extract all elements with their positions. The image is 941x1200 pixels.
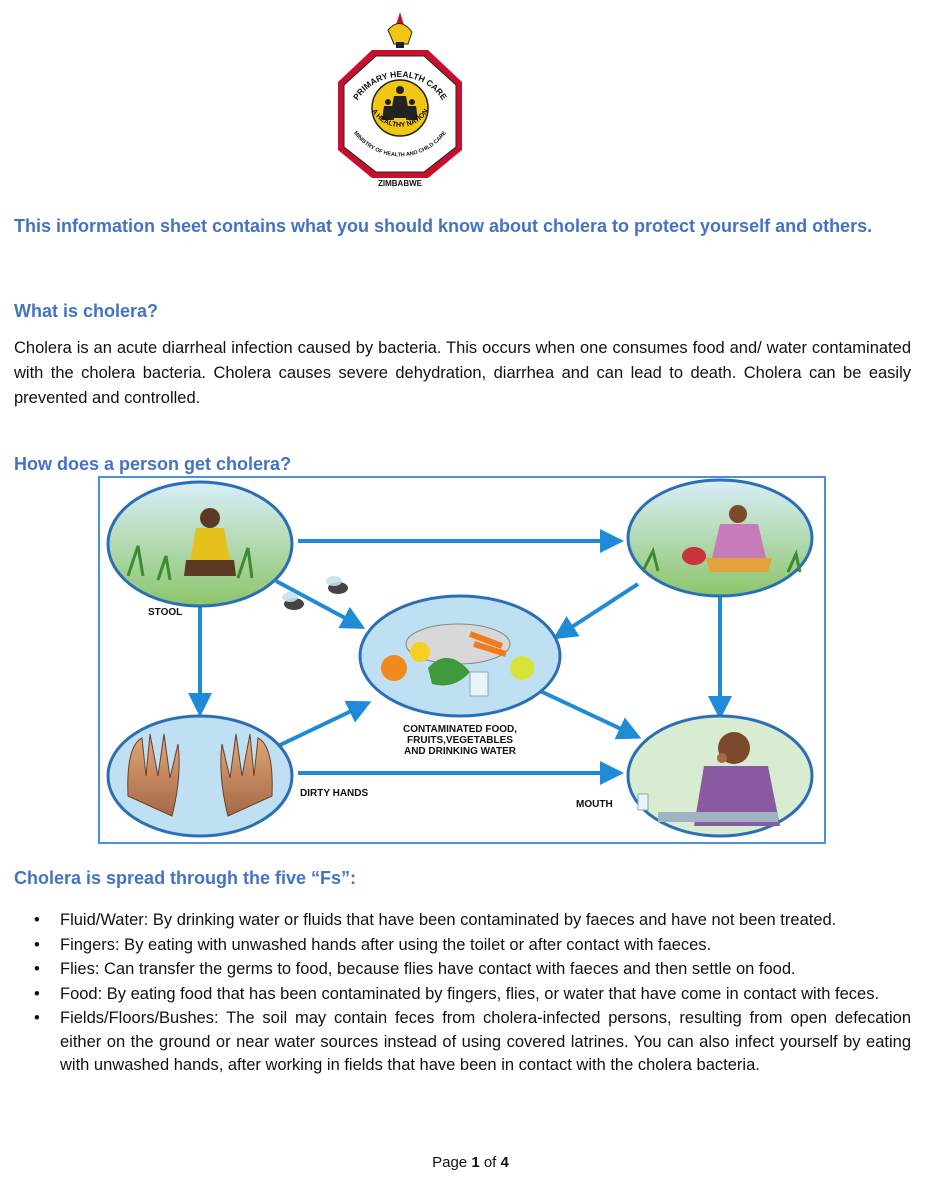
svg-text:MINISTRY OF HEALTH AND CHILD C: MINISTRY OF HEALTH AND CHILD CARE bbox=[352, 130, 448, 159]
hands-label: DIRTY HANDS bbox=[300, 788, 369, 799]
bullet-icon: • bbox=[34, 960, 40, 978]
current-page-number: 1 bbox=[471, 1154, 480, 1171]
dirty-hands-illustration bbox=[108, 716, 292, 836]
stool-label: STOOL bbox=[148, 607, 183, 618]
stool-illustration bbox=[108, 482, 292, 606]
how-get-cholera-heading: How does a person get cholera? bbox=[14, 454, 292, 474]
bullet-icon: • bbox=[34, 984, 40, 1003]
five-fs-heading: Cholera is spread through the five “Fs”: bbox=[14, 868, 357, 888]
what-is-cholera-paragraph: Cholera is an acute diarrheal infection caused by bacteria. This occurs when one consumes food and/ water contaminated with the cholera bacteria. Cholera causes severe dehydration, diarrhea and can lead to death. Cholera can be easily prevented and controlled. bbox=[14, 339, 911, 407]
food-label-line-1: CONTAMINATED FOOD, bbox=[402, 724, 518, 735]
total-page-count: 4 bbox=[500, 1154, 509, 1171]
farmer-illustration bbox=[628, 480, 812, 596]
mouth-label: MOUTH bbox=[576, 799, 613, 810]
ministry-logo bbox=[330, 10, 470, 188]
food-label-line-3: AND DRINKING WATER bbox=[403, 746, 517, 757]
list-item: • Fluid/Water: By drinking water or fluids that have been contaminated by faeces and have not been treated. bbox=[14, 909, 911, 933]
list-item: • Fingers: By eating with unwashed hands after using the toilet or after contact with faeces. bbox=[14, 934, 911, 958]
what-is-cholera-heading: What is cholera? bbox=[14, 301, 159, 321]
bullet-icon: • bbox=[34, 911, 40, 929]
svg-text:ZIMBABWE: ZIMBABWE bbox=[378, 179, 422, 188]
svg-text:PRIMARY HEALTH CARE: PRIMARY HEALTH CARE bbox=[350, 68, 450, 102]
list-item: • Food: By eating food that has been contaminated by fingers, flies, or water that have come in contact with feces. bbox=[14, 983, 911, 1007]
food-label-line-2: FRUITS,VEGETABLES bbox=[407, 735, 513, 746]
bullet-icon: • bbox=[34, 1009, 40, 1027]
bird-icon bbox=[388, 12, 412, 48]
list-item: • Flies: Can transfer the germs to food, because flies have contact with faeces and then settle on food. bbox=[14, 958, 911, 982]
contaminated-food-illustration bbox=[360, 596, 560, 716]
list-item: • Fields/Floors/Bushes: The soil may contain feces from cholera-infected persons, resulting from open defecation either on the ground or near water sources instead of using covered latrines. You can also infect yourself by eating with unwashed hands, after working in fields that have been in contact with the cholera bacteria. bbox=[34, 1009, 911, 1074]
page-footer: Page 1 of 4 bbox=[432, 1154, 509, 1171]
svg-text:A HEALTHY NATION: A HEALTHY NATION bbox=[370, 108, 430, 130]
intro-heading: This information sheet contains what you should know about cholera to protect yourself and others. bbox=[14, 216, 873, 236]
mouth-illustration bbox=[628, 716, 812, 836]
transmission-diagram bbox=[98, 476, 826, 844]
bullet-icon: • bbox=[34, 935, 40, 954]
five-fs-list bbox=[14, 909, 911, 1079]
